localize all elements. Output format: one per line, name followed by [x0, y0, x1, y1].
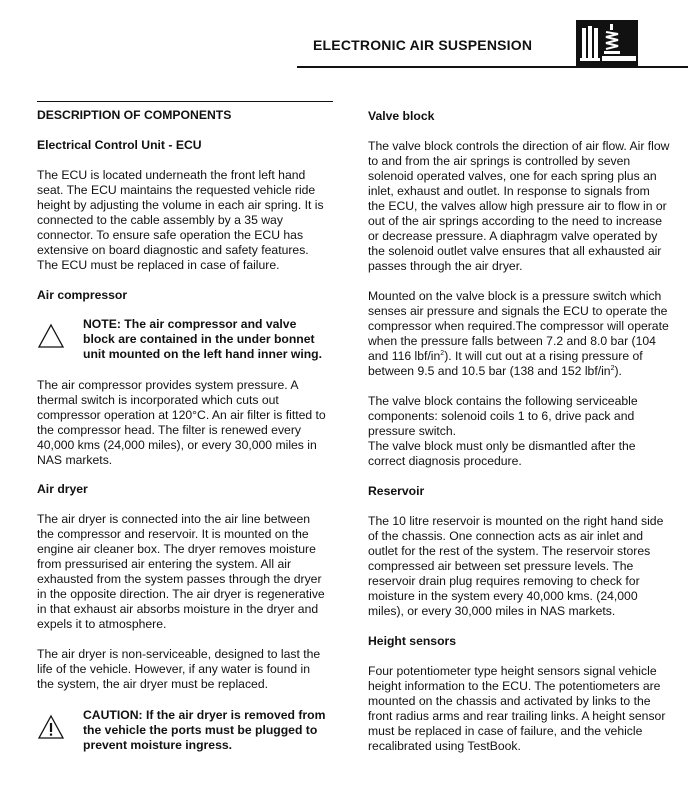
- height-sensors-description: Four potentiometer type height sensors signal vehicle height information to the ECU. The potentiometers are mounted on the chassis and activated by links to the front radius arms and rear trailing links. A height sensor must be replaced in case of failure, and the vehicle recalibrated using TestBook.: [368, 664, 666, 753]
- air-compressor-description: The air compressor provides system pressure. A thermal switch is incorporated which cuts out compressor operation at 120°C. An air filter is fitted to the compressor head. The filter is renewed every 40,000 kms (24,000 miles), or every 30,000 miles in NAS markets.: [37, 378, 326, 467]
- reservoir-description: The 10 litre reservoir is mounted on the right hand side of the chassis. One connection acts as air inlet and outlet for the rest of the system. The reservoir stores compressed air between set pressure levels. The reservoir drain plug requires removing to check for moisture in the system every 40,000 kms. (24,000 miles), or every 30,000 miles in NAS markets.: [368, 514, 664, 618]
- compressor-note: [37, 317, 327, 362]
- air-compressor-heading: Air compressor: [37, 288, 128, 302]
- left-column: [37, 101, 327, 753]
- valve-block-description-2: Mounted on the valve block is a pressure switch which senses air pressure and signals the ECU to operate the compressor when required.The compressor will operate when the pressure falls between 7.2 and 8.0 bar (104 and 116 lbf/$in^2$). It will cut out at a rising pressure of between 9.5 and 10.5 bar (138 and 152 lbf/$in^2$).: [368, 289, 669, 378]
- air-suspension-icon: [576, 20, 638, 66]
- compressor-note-text: NOTE: The air compressor and valve block are contained in the under bonnet unit mounted on the left hand inner wing.: [83, 317, 322, 361]
- header-rule: [297, 66, 688, 68]
- right-column: [368, 109, 670, 754]
- page-title: ELECTRONIC AIR SUSPENSION: [313, 37, 533, 53]
- air-dryer-heading: Air dryer: [37, 482, 88, 496]
- dryer-caution: [37, 708, 327, 753]
- dryer-caution-text: CAUTION: If the air dryer is removed from the vehicle the ports must be plugged to prevent moisture ingress.: [83, 708, 326, 752]
- section-title: DESCRIPTION OF COMPONENTS: [37, 101, 333, 129]
- page-header: [0, 0, 688, 80]
- ecu-heading: Electrical Control Unit - ECU: [37, 138, 202, 152]
- height-sensors-heading: Height sensors: [368, 634, 457, 648]
- air-dryer-description-1: The air dryer is connected into the air line between the compressor and reservoir. It is mounted on the engine air cleaner box. The dryer removes moisture from pressurised air entering the system. All air exhausted from the system passes through the dryer in the opposite direction. The air dryer is regenerative in that exhaust air absorbs moisture in the dryer and expels it to atmosphere.: [37, 512, 325, 631]
- valve-block-heading: Valve block: [368, 109, 435, 123]
- air-dryer-description-2: The air dryer is non-serviceable, designed to last the life of the vehicle. However, if any water is found in the system, the air dryer must be replaced.: [37, 647, 321, 691]
- valve-block-description-4: The valve block must only be dismantled after the correct diagnosis procedure.: [368, 439, 636, 468]
- ecu-description: The ECU is located underneath the front left hand seat. The ECU maintains the requested vehicle ride height by adjusting the volume in each air spring. It is connected to the cable assembly by a 35 way connector. To ensure safe operation the ECU has extensive on board diagnostic and safety features. The ECU must be replaced in case of failure.: [37, 168, 324, 272]
- valve-block-description-3: The valve block contains the following serviceable components: solenoid coils 1 to 6, drive pack and pressure switch.: [368, 394, 638, 438]
- reservoir-heading: Reservoir: [368, 484, 425, 498]
- valve-block-description-1: The valve block controls the direction of air flow. Air flow to and from the air springs is controlled by seven solenoid operated valves, one for each spring plus an inlet, exhaust and outlet. In response to signals from the ECU, the valves allow high pressure air to flow in or out of the air springs according to the need to increase or decrease pressure. A diaphragm valve operated by the solenoid outlet valve ensures that all exhausted air passes through the air dryer.: [368, 139, 670, 273]
- caution-warning-icon: [37, 714, 65, 740]
- note-triangle-icon: [37, 323, 65, 349]
